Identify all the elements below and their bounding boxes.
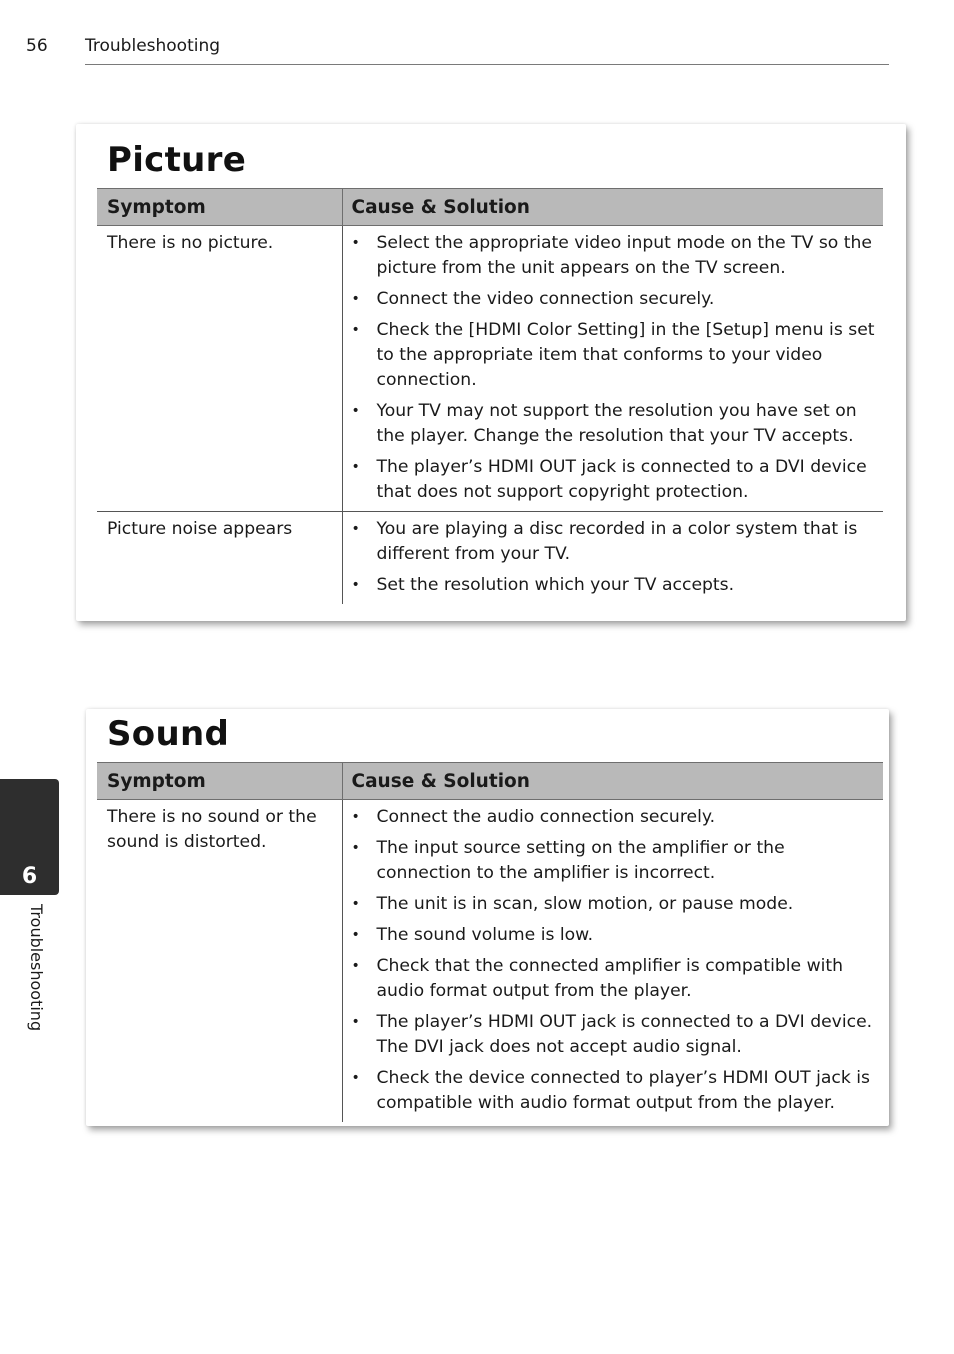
cause-text: Your TV may not support the resolution you have set on the player. Change the resolution that your TV accepts. [376, 401, 857, 446]
bullet-icon: • [351, 896, 360, 912]
list-item [343, 573, 876, 598]
symptom-column-header: Symptom [97, 763, 342, 800]
symptom-column-header: Symptom [97, 189, 342, 226]
table-header-row [97, 189, 883, 226]
cause-text: The unit is in scan, slow motion, or pause mode. [376, 894, 794, 914]
sound-title: Sound [107, 714, 230, 754]
bullet-icon: • [351, 958, 360, 974]
sound-panel [86, 709, 889, 1126]
cause-text: Check the device connected to player’s HDMI OUT jack is compatible with audio format output from the player. [376, 1068, 871, 1113]
list-item [343, 399, 876, 449]
cause-text: Set the resolution which your TV accepts. [376, 575, 735, 595]
cause-text: You are playing a disc recorded in a color system that is different from your TV. [376, 519, 858, 564]
sound-table [97, 762, 883, 1122]
cause-text: Connect the audio connection securely. [376, 807, 716, 827]
bullet-icon: • [351, 577, 360, 593]
cause-text: Connect the video connection securely. [376, 289, 715, 309]
list-item [343, 517, 876, 567]
bullet-icon: • [351, 235, 360, 251]
chapter-number: 6 [21, 864, 38, 889]
bullet-icon: • [351, 322, 360, 338]
table-row [97, 512, 883, 605]
cause-text: The sound volume is low. [376, 925, 594, 945]
list-item [343, 836, 876, 886]
table-row [97, 800, 883, 1123]
table-row [97, 226, 883, 512]
list-item [343, 892, 876, 917]
cause-list [343, 517, 876, 598]
cause-column-header: Cause & Solution [342, 763, 883, 800]
bullet-icon: • [351, 840, 360, 856]
page-section-title: Troubleshooting [85, 36, 221, 56]
page-header [0, 0, 954, 70]
cause-cell [342, 512, 883, 605]
list-item [343, 318, 876, 393]
list-item [343, 287, 876, 312]
bullet-icon: • [351, 459, 360, 475]
chapter-label: Troubleshooting [27, 904, 46, 1032]
picture-panel [76, 124, 906, 621]
bullet-icon: • [351, 927, 360, 943]
bullet-icon: • [351, 403, 360, 419]
cause-cell [342, 226, 883, 512]
cause-text: The player’s HDMI OUT jack is connected to a DVI device. The DVI jack does not accept audio signal. [376, 1012, 873, 1057]
table-header-row [97, 763, 883, 800]
bullet-icon: • [351, 291, 360, 307]
page-number: 56 [26, 36, 48, 56]
picture-title: Picture [107, 140, 247, 180]
header-rule [85, 64, 889, 65]
list-item [343, 231, 876, 281]
symptom-cell: There is no sound or the sound is distorted. [107, 807, 317, 852]
list-item [343, 923, 876, 948]
bullet-icon: • [351, 809, 360, 825]
cause-text: Check the [HDMI Color Setting] in the [Setup] menu is set to the appropriate item that conforms to your video connection. [376, 320, 875, 390]
cause-text: Check that the connected amplifier is compatible with audio format output from the player. [376, 956, 844, 1001]
bullet-icon: • [351, 1070, 360, 1086]
bullet-icon: • [351, 521, 360, 537]
cause-list [343, 231, 876, 505]
list-item [343, 805, 876, 830]
cause-list [343, 805, 876, 1116]
chapter-tab [0, 779, 59, 895]
cause-cell [342, 800, 883, 1123]
cause-text: The input source setting on the amplifier or the connection to the amplifier is incorrect. [376, 838, 785, 883]
cause-column-header: Cause & Solution [342, 189, 883, 226]
cause-text: The player’s HDMI OUT jack is connected to a DVI device that does not support copyright protection. [376, 457, 867, 502]
list-item [343, 1010, 876, 1060]
bullet-icon: • [351, 1014, 360, 1030]
list-item [343, 954, 876, 1004]
list-item [343, 455, 876, 505]
symptom-cell: Picture noise appears [107, 519, 293, 539]
picture-table [97, 188, 883, 604]
cause-text: Select the appropriate video input mode on the TV so the picture from the unit appears on the TV screen. [376, 233, 872, 278]
list-item [343, 1066, 876, 1116]
symptom-cell: There is no picture. [97, 226, 342, 512]
